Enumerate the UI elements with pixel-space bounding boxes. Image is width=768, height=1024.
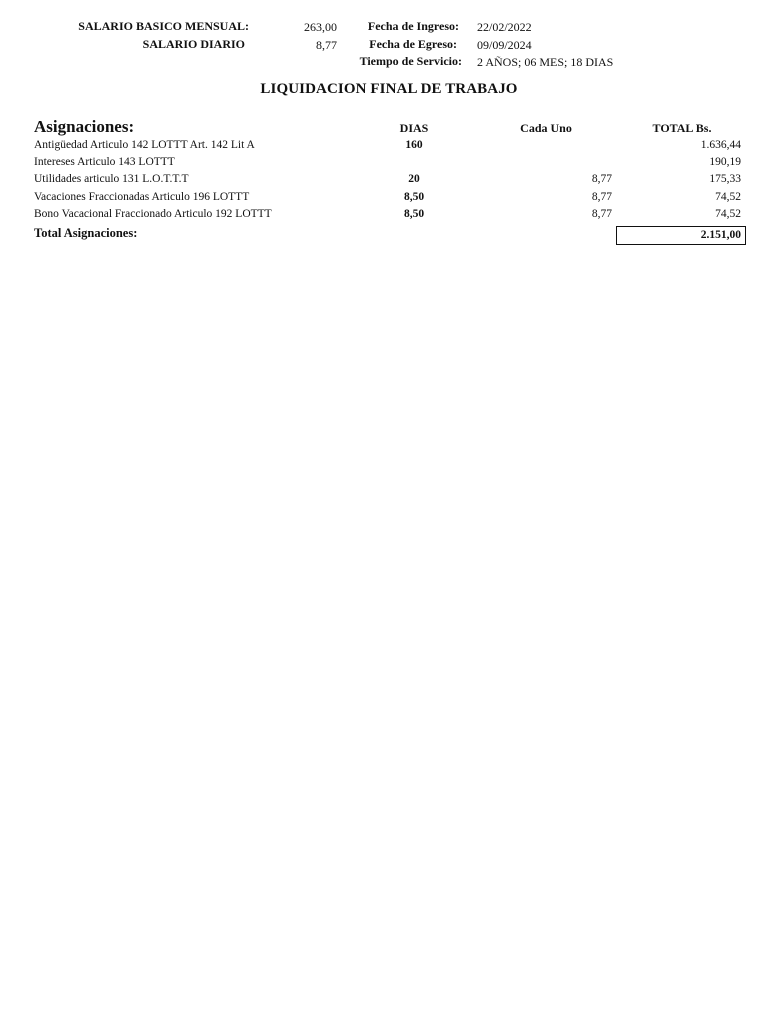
row-concept: Intereses Articulo 143 LOTTT xyxy=(34,156,175,168)
row-total: 175,33 xyxy=(709,173,741,185)
row-cada-uno: 8,77 xyxy=(591,173,612,185)
document-title: LIQUIDACION FINAL DE TRABAJO xyxy=(260,81,518,97)
row-concept: Utilidades articulo 131 L.O.T.T.T xyxy=(34,173,189,185)
row-total: 74,52 xyxy=(715,191,741,203)
fecha-egreso-label: Fecha de Egreso: xyxy=(369,37,457,51)
salario-diario-label: SALARIO DIARIO xyxy=(142,37,245,51)
row-total: 74,52 xyxy=(715,208,741,220)
row-dias: 20 xyxy=(408,173,420,185)
row-cada-uno: 8,77 xyxy=(591,208,612,220)
tiempo-servicio-label: Tiempo de Servicio: xyxy=(359,54,462,68)
fecha-egreso-value: 09/09/2024 xyxy=(477,38,532,52)
fecha-ingreso-label: Fecha de Ingreso: xyxy=(367,19,459,33)
column-header-cada-uno: Cada Uno xyxy=(520,121,572,135)
row-concept: Bono Vacacional Fraccionado Articulo 192 LOTTT xyxy=(34,208,272,220)
row-cada-uno: 8,77 xyxy=(591,191,612,203)
row-dias: 160 xyxy=(405,139,423,151)
section-title: Asignaciones: xyxy=(34,117,135,136)
salario-basico-value: 263,00 xyxy=(304,20,337,34)
column-header-dias: DIAS xyxy=(399,121,429,135)
row-concept: Vacaciones Fraccionadas Articulo 196 LOTTT xyxy=(34,191,250,203)
tiempo-servicio-value: 2 AÑOS; 06 MES; 18 DIAS xyxy=(477,55,614,69)
row-total: 190,19 xyxy=(709,156,741,168)
row-dias: 8,50 xyxy=(403,191,425,203)
total-asignaciones-value: 2.151,00 xyxy=(616,226,746,245)
salario-basico-label: SALARIO BASICO MENSUAL: xyxy=(78,19,249,33)
column-header-total: TOTAL Bs. xyxy=(652,121,712,135)
total-asignaciones-label: Total Asignaciones: xyxy=(34,226,138,240)
fecha-ingreso-value: 22/02/2022 xyxy=(477,20,532,34)
row-concept: Antigüedad Articulo 142 LOTTT Art. 142 Lit A xyxy=(34,139,255,151)
row-total: 1.636,44 xyxy=(700,139,741,151)
row-dias: 8,50 xyxy=(403,208,425,220)
salario-diario-value: 8,77 xyxy=(316,38,337,52)
